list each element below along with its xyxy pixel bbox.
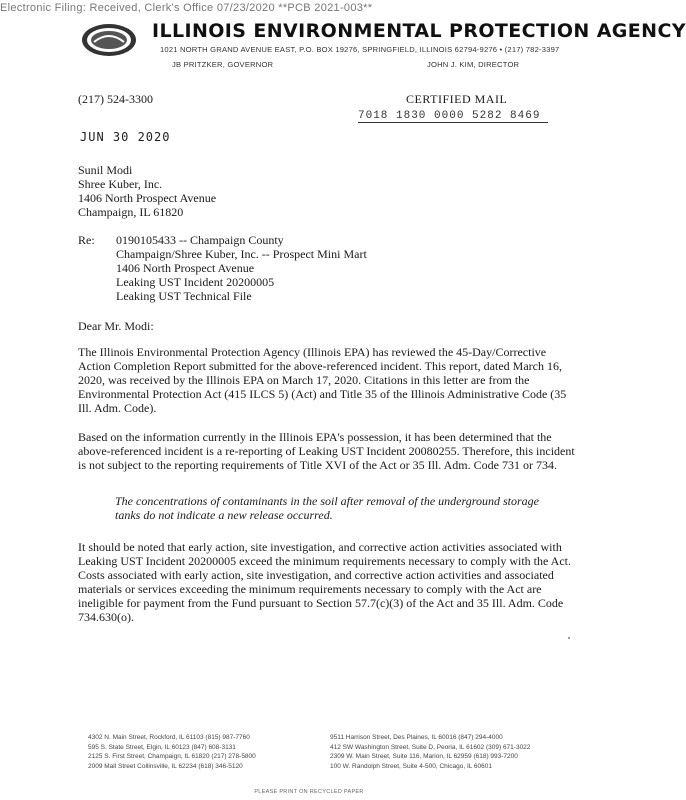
director-name: JOHN J. KIM, DIRECTOR <box>427 60 520 69</box>
re-line: 1406 North Prospect Avenue <box>116 261 255 275</box>
letter-date: JUN 30 2020 <box>80 130 171 144</box>
footer-offices-left <box>88 733 256 771</box>
body-paragraph-3: It should be noted that early action, site investigation, and corrective action activities associated with Leaking UST Incident 20200005 exceed the minimum requirements necessary to comply with the Act. Costs associated with early action, site investigation, and corrective action activities and associated materials or services exceeding the minimum requirements necessary to comply with the Act are ineligible for payment from the Fund pursuant to Section 57.7(c)(3) of the Act and 35 Ill. Adm. Code 734.630(o). <box>78 540 571 624</box>
recipient-line: Sunil Modi <box>78 163 133 177</box>
footer-office: 100 W. Randolph Street, Suite 4-500, Chicago, IL 60601 <box>330 762 493 770</box>
re-line: Champaign/Shree Kuber, Inc. -- Prospect Mini Mart <box>116 247 367 261</box>
salutation: Dear Mr. Modi: <box>78 319 154 333</box>
body-paragraph-2: Based on the information currently in the Illinois EPA's possession, it has been determined that the above-referenced incident is a re-reporting of Leaking UST Incident 20080255. Therefore, this incident is not subject to the reporting requirements of Title XVI of the Act or 35 Ill. Adm. Code 731 or 734. <box>78 430 575 472</box>
filing-stamp: Electronic Filing: Received, Clerk's Office 07/23/2020 **PCB 2021-003** <box>0 2 373 14</box>
footer-office: 2309 W. Main Street, Suite 116, Marion, IL 62959 (618) 993-7200 <box>330 753 518 760</box>
re-label: Re: <box>78 233 95 247</box>
agency-seal-logo <box>80 22 138 58</box>
re-line: 0190105433 -- Champaign County <box>116 233 284 247</box>
footer-office: 412 SW Washington Street, Suite D, Peoria, IL 61602 (309) 671-3022 <box>330 743 531 751</box>
body-paragraph-1: The Illinois Environmental Protection Agency (Illinois EPA) has reviewed the 45-Day/Corrective Action Completion Report submitted for the above-referenced incident. This report, dated March 16, 2020, was received by the Illinois EPA on March 17, 2020. Citations in this letter are from the Environmental Protection Act (415 ILCS 5) (Act) and Title 35 of the Illinois Administrative Code (35 Ill. Adm. Code). <box>78 345 567 415</box>
re-line: Leaking UST Incident 20200005 <box>116 275 275 289</box>
footer-office: 2125 S. First Street, Champaign, IL 61820 (217) 278-5800 <box>88 753 256 760</box>
footer-offices-right <box>330 733 530 771</box>
scan-speck <box>568 637 570 639</box>
recipient-line: Champaign, IL 61820 <box>78 205 184 219</box>
footer-office: 9511 Harrison Street, Des Plaines, IL 60016 (847) 294-4000 <box>330 734 503 741</box>
recipient-line: 1406 North Prospect Avenue <box>78 191 217 205</box>
recipient-block <box>78 163 216 219</box>
re-line: Leaking UST Technical File <box>116 289 252 303</box>
tracking-number: 7018 1830 0000 5282 8469 <box>358 110 548 123</box>
recycled-paper-note: PLEASE PRINT ON RECYCLED PAPER <box>254 789 364 795</box>
footer-office: 2009 Mall Street Collinsville, IL 62234 (618) 346-5120 <box>88 762 243 770</box>
agency-name: ILLINOIS ENVIRONMENTAL PROTECTION AGENCY <box>152 20 686 42</box>
quoted-finding: The concentrations of contaminants in the soil after removal of the underground storage tanks do not indicate a new release occurred. <box>115 494 539 522</box>
governor-name: JB PRITZKER, GOVERNOR <box>172 60 274 69</box>
re-block <box>116 233 367 303</box>
footer-office: 595 S. State Street, Elgin, IL 60123 (847) 608-3131 <box>88 743 236 751</box>
agency-address: 1021 NORTH GRAND AVENUE EAST, P.O. BOX 19276, SPRINGFIELD, ILLINOIS 62794-9276 • (217) 782-3397 <box>160 45 560 54</box>
recipient-line: Shree Kuber, Inc. <box>78 177 163 191</box>
footer-office: 4302 N. Main Street, Rockford, IL 61103 (815) 987-7760 <box>88 734 250 741</box>
certified-mail-label: CERTIFIED MAIL <box>406 92 508 106</box>
phone-number: (217) 524-3300 <box>78 92 153 106</box>
